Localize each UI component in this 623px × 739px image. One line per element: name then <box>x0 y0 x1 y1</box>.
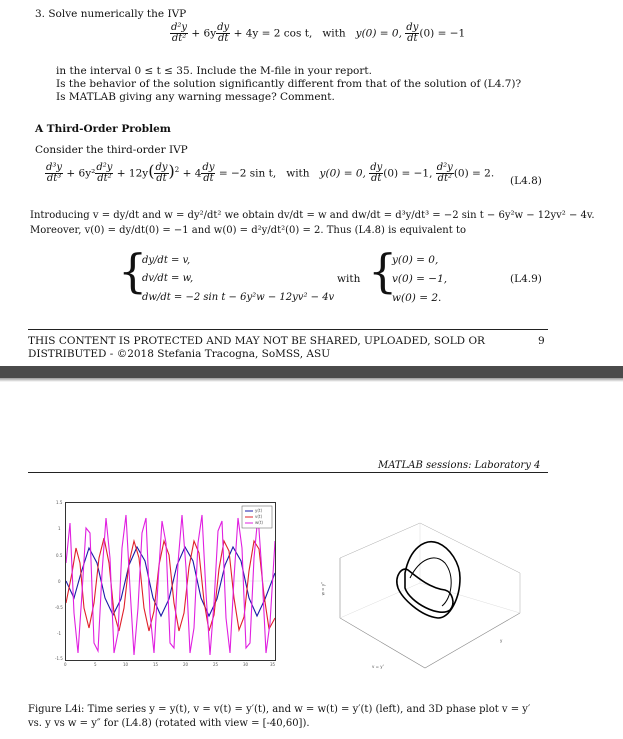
header-rule <box>28 472 548 473</box>
section-title: A Third-Order Problem <box>35 123 171 135</box>
problem3-line2: Is the behavior of the solution significantly different from that of the solution of (L4.7)? <box>56 78 522 90</box>
xtick-label: 5 <box>94 662 97 667</box>
system-with: with <box>337 273 361 285</box>
eq-term: + 4 <box>182 167 202 180</box>
page-number: 9 <box>538 335 545 347</box>
frac-num: d²y <box>171 22 188 33</box>
xtick-label: 25 <box>213 662 219 667</box>
zaxis-label: w = y'' <box>320 581 326 596</box>
axis-line <box>340 583 420 618</box>
xaxis-label: v = y' <box>372 664 384 669</box>
legend-label-w: w(t) <box>255 520 263 525</box>
frac-num: d²y <box>96 162 113 173</box>
axis-line <box>420 523 520 573</box>
eq-term: + 12y <box>116 167 149 180</box>
ytick-label: 1.5 <box>56 500 63 505</box>
time-series-plot <box>65 502 276 661</box>
problem3-line3: Is MATLAB giving any warning message? Comment. <box>56 91 335 103</box>
problem3-line1: in the interval 0 ≤ t ≤ 35. Include the M-file in your report. <box>56 65 372 77</box>
system-ic3: w(0) = 2. <box>392 292 442 304</box>
page-separator-shadow <box>0 378 623 382</box>
ytick-label: 1 <box>58 526 61 531</box>
problem-3-title: 3. Solve numerically the IVP <box>35 8 187 20</box>
frac-num: dy <box>370 162 383 173</box>
frac-num: dy <box>155 162 168 173</box>
equation-label-l49: (L4.9) <box>510 273 542 285</box>
figure-caption-line2: vs. y vs w = y″ for (L4.8) (rotated with view = [-40,60]). <box>28 718 310 729</box>
series-w <box>66 515 275 655</box>
consider-text: Consider the third-order IVP <box>35 144 188 156</box>
eq-term: = −2 sin t, <box>218 167 277 180</box>
ytick-label: -0.5 <box>55 605 63 610</box>
ytick-label: 0 <box>58 579 61 584</box>
eq-ic: (0) = −1 <box>419 27 466 40</box>
eq-with: with <box>286 167 310 180</box>
time-series-svg <box>66 503 275 660</box>
frac-num: dy <box>202 162 215 173</box>
footer-rule <box>28 329 548 330</box>
intro-line1: Introducing v = dy/dt and w = dy²/dt² we obtain dv/dt = w and dw/dt = d³y/dt³ = −2 sin t − 6y²w − 12yv² − 4v. <box>30 210 595 221</box>
xtick-label: 15 <box>153 662 159 667</box>
yaxis-label: y <box>500 638 503 643</box>
xtick-label: 0 <box>64 662 67 667</box>
ivp-equation-problem3 <box>170 23 465 44</box>
frac-num: dy <box>406 22 419 33</box>
system-ic1: y(0) = 0, <box>392 254 439 266</box>
eq-term: + 6y <box>191 27 217 40</box>
eq-with: with <box>322 27 346 40</box>
frac-den: dt <box>156 173 167 184</box>
frac-num: d²y <box>436 162 453 173</box>
footer-line1: THIS CONTENT IS PROTECTED AND MAY NOT BE SHARED, UPLOADED, SOLD OR <box>28 335 485 347</box>
footer-line2: DISTRIBUTED - ©2018 Stefania Tracogna, SoMSS, ASU <box>28 348 331 360</box>
frac-num: dy <box>217 22 230 33</box>
ytick-label: -1 <box>57 631 61 636</box>
phase-plot-3d <box>310 518 560 678</box>
phase-curve <box>397 542 460 618</box>
equation-l48: $\frac{\text{d³y}}{\text{dt³}}$ + 6y² $\frac{\text{d²y}}{\text{dt²}}$ + 12y( $\frac{dy}{dt}$ )$^2$ + 4 $\frac{dy}{dt}$ = −2 sin t, with y(0) = 0, $\frac{dy}{dt}$ (0) = −1, $\frac{\text{d²y}}{\text{dt²}}$ (0) = 2. <box>46 161 495 184</box>
frac-den: dt <box>217 33 229 44</box>
frac-den: dt <box>203 173 214 184</box>
frac-den: dt² <box>437 173 453 184</box>
system-eq2: dv/dt = w, <box>142 273 194 284</box>
figure-caption-line1: Figure L4i: Time series y = y(t), v = v(t) = y′(t), and w = w(t) = y′(t) (left), and 3D phase plot v = y′ <box>28 704 531 715</box>
eq-ic: y(0) = 0, <box>355 27 402 40</box>
running-header: MATLAB sessions: Laboratory 4 <box>378 460 541 471</box>
xtick-label: 10 <box>123 662 129 667</box>
axis-box <box>340 558 520 668</box>
legend-label-y: y(t) <box>255 508 263 513</box>
system-eq3: dw/dt = −2 sin t − 6y²w − 12yv² − 4v <box>142 292 335 303</box>
xtick-label: 20 <box>183 662 189 667</box>
eq-term: + 4y = 2 cos t, <box>233 27 313 40</box>
frac-den: dt³ <box>46 173 62 184</box>
eq-ic: y(0) = 0, <box>319 167 366 180</box>
xtick-label: 30 <box>243 662 249 667</box>
eq-ic: (0) = 2. <box>453 167 495 180</box>
page-separator <box>0 366 623 378</box>
eq-ic: (0) = −1, <box>383 167 433 180</box>
frac-den: dt <box>407 33 418 44</box>
xtick-label: 35 <box>270 662 276 667</box>
system-right-brace: { <box>368 244 398 298</box>
frac-den: dt² <box>171 33 187 44</box>
phase-curve-inner <box>410 558 451 606</box>
equation-label-l48: (L4.8) <box>510 175 542 187</box>
frac-num: d³y <box>46 162 63 173</box>
frac-den: dt <box>371 173 382 184</box>
intro-line2: Moreover, v(0) = dy/dt(0) = −1 and w(0) = d²y/dt²(0) = 2. Thus (L4.8) is equivalent to <box>30 225 466 236</box>
ytick-label: 0.5 <box>56 553 63 558</box>
system-left-brace: { <box>118 244 148 298</box>
system-ic2: v(0) = −1, <box>392 273 448 285</box>
eq-term: + 6y² <box>66 167 96 180</box>
phase-plot-svg <box>310 518 560 678</box>
legend-label-v: v(t) <box>255 514 263 519</box>
ytick-label: -1.5 <box>55 656 63 661</box>
eq-exponent: 2 <box>174 166 180 174</box>
system-eq1: dy/dt = v, <box>142 255 191 266</box>
frac-den: dt² <box>97 173 112 184</box>
axis-line <box>340 523 420 558</box>
